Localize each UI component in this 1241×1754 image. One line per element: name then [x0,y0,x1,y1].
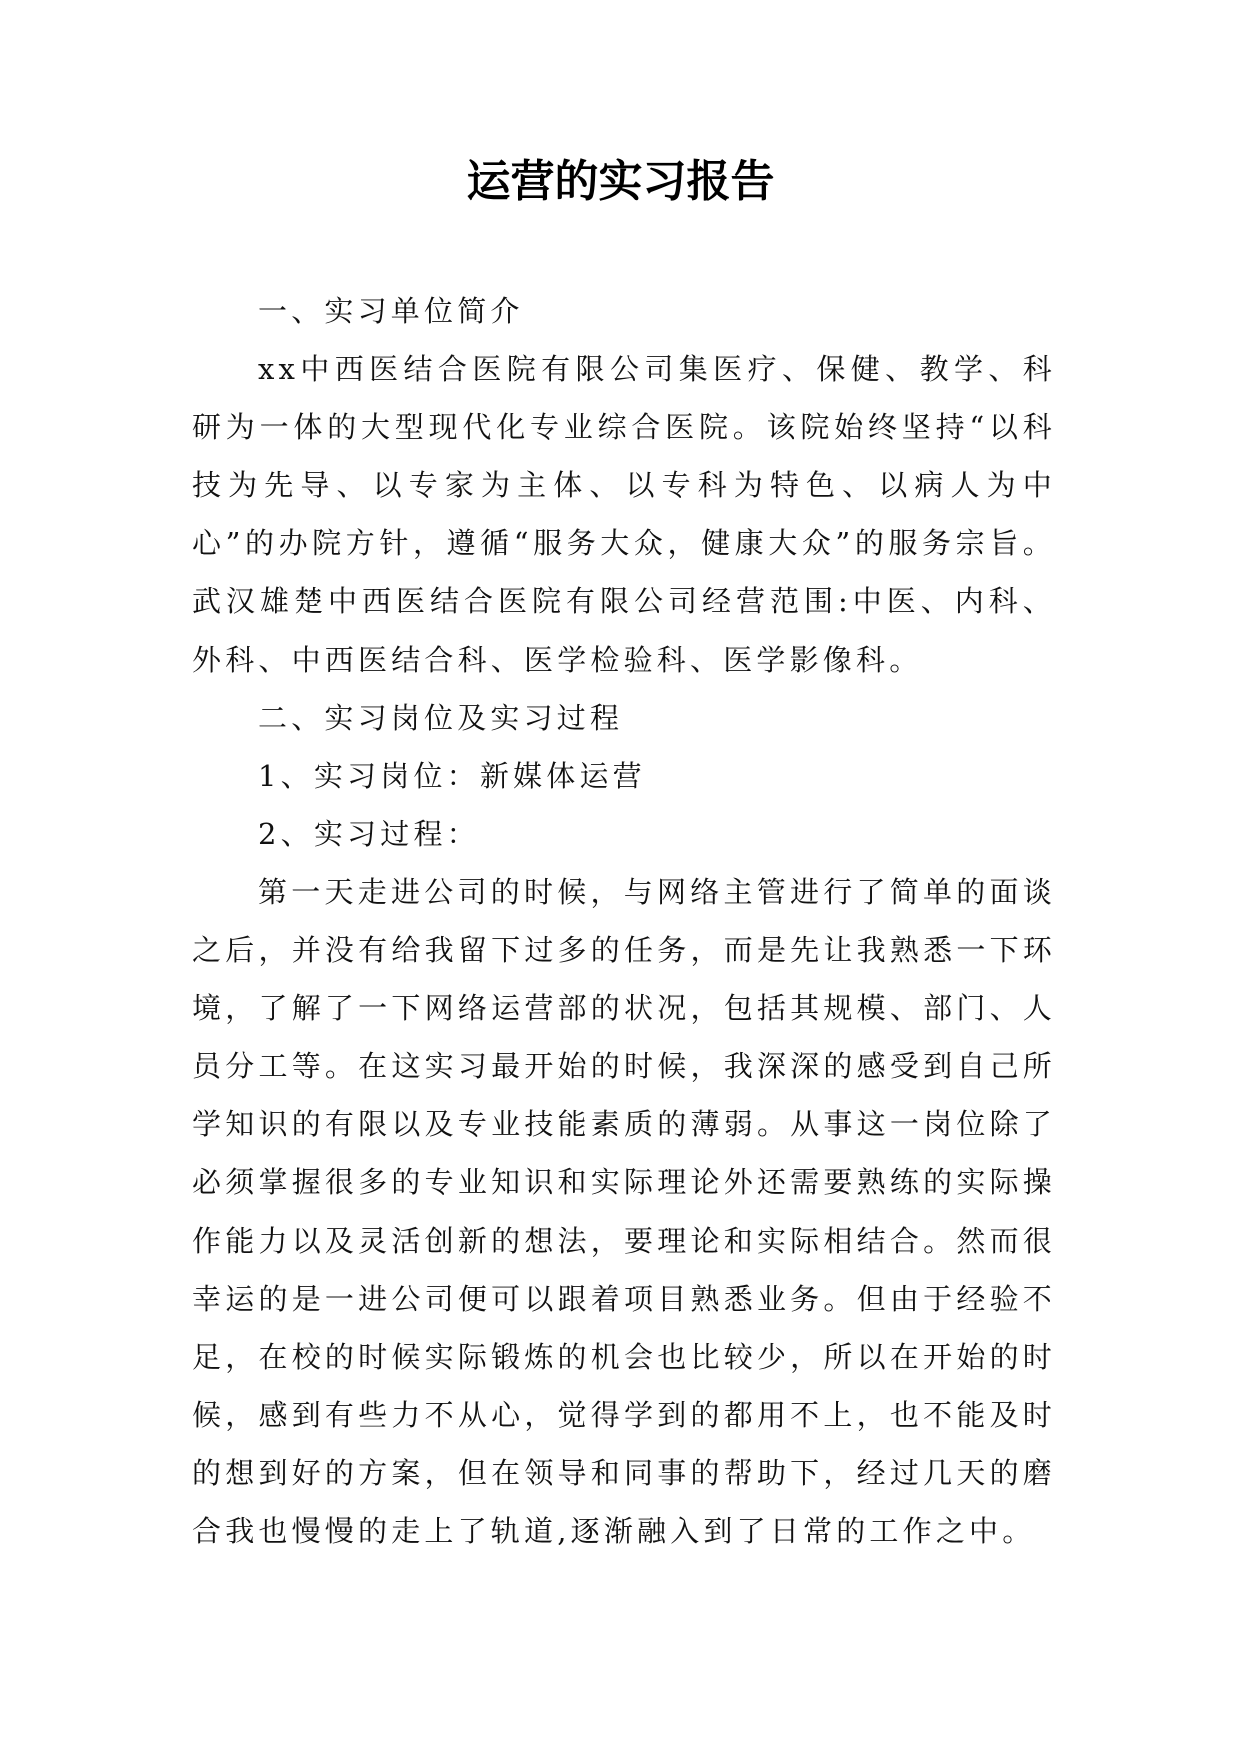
subheading-process: 2、实习过程： [258,816,480,851]
document-body [192,282,1056,1560]
page-title: 运营的实习报告 [466,156,775,207]
section-heading-2: 二、实习岗位及实习过程 [258,700,624,735]
paragraph-process: 第一天走进公司的时候，与网络主管进行了简单的面谈之后，并没有给我留下过多的任务，而是先让我熟悉一下环境，了解了一下网络运营部的状况，包括其规模、部门、人员分工等。在这实习最开始的时候，我深深的感受到自己所学知识的有限以及专业技能素质的薄弱。从事这一岗位除了必须掌握很多的专业知识和实际理论外还需要熟练的实际操作能力以及灵活创新的想法，要理论和实际相结合。然而很幸运的是一进公司便可以跟着项目熟悉业务。但由于经验不足，在校的时候实际锻炼的机会也比较少，所以在开始的时候，感到有些力不从心，觉得学到的都用不上，也不能及时的想到好的方案，但在领导和同事的帮助下，经过几天的磨合我也慢慢的走上了轨道,逐渐融入到了日常的工作之中。 [192,874,1056,1548]
section-heading-1: 一、实习单位简介 [258,294,524,328]
paragraph-unit-intro: xx中西医结合医院有限公司集医疗、保健、教学、科研为一体的大型现代化专业综合医院。该院始终坚持“以科技为先导、以专家为主体、以专科为特色、以病人为中心”的办院方针，遵循“服务大众，健康大众”的服务宗旨。武汉雄楚中西医结合医院有限公司经营范围:中医、内科、外科、中西医结合科、医学检验科、医学影像科。 [192,352,1056,677]
subheading-position: 1、实习岗位：新媒体运营 [258,758,646,793]
